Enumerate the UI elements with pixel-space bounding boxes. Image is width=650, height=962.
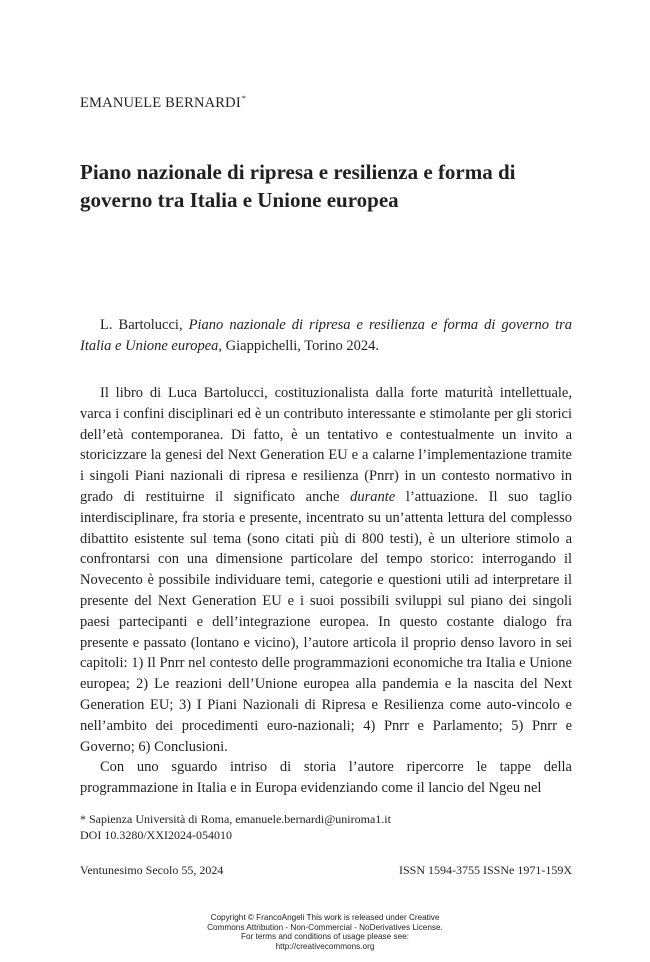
book-reference (80, 315, 572, 357)
author-name-text: EMANUELE BERNARDI (80, 95, 241, 111)
article-title: Piano nazionale di ripresa e resilienza e forma di governo tra Italia e Unione europea (80, 160, 516, 212)
body-paragraph-1-emphasis: durante (350, 488, 396, 505)
footer-issn: ISSN 1594-3755 ISSNe 1971-159X (398, 863, 572, 877)
author-name (80, 94, 246, 112)
body-paragraph-1 (80, 383, 572, 757)
footnote-doi: DOI 10.3280/XXI2024-054010 (80, 827, 232, 842)
reference-book-title: Piano nazionale di ripresa e resilienza e forma di governo tra Italia e Unione europea (80, 317, 572, 354)
license-line-4: http://creativecommons.org (275, 941, 375, 951)
license-notice (0, 913, 650, 951)
reference-author: L. Bartolucci, (100, 317, 189, 333)
footer-journal: Ventunesimo Secolo 55, 2024 (80, 863, 224, 877)
body-paragraph-2: Con uno sguardo intriso di storia l’autore ripercorre le tappe della programmazione in Italia e in Europa evidenziando come il lancio del Ngeu nel (80, 759, 572, 797)
license-line-3: For terms and conditions of usage please see: (241, 932, 409, 942)
footnote (80, 812, 572, 843)
footnote-affiliation: * Sapienza Università di Roma, emanuele.bernardi@uniroma1.it (80, 812, 391, 826)
license-line-1: Copyright © FrancoAngeli This work is released under Creative (210, 913, 440, 922)
article-body (80, 383, 572, 799)
reference-publisher: , Giappichelli, Torino 2024. (218, 338, 380, 354)
license-line-2: Commons Attribution - Non-Commercial - NoDerivatives License. (207, 922, 443, 932)
author-footnote-mark: * (241, 94, 247, 103)
body-paragraph-1-part-a: Il libro di Luca Bartolucci, costituzionalista dalla forte maturità intellettuale, varca i confini disciplinari ed è un contributo interessante e stimolante per gli storici dell’età contemporanea. Di fatto, è un tentativo e contestualmente un invito a storicizzare la genesi del Next Generation EU e a calarne l’implementazione tramite i singoli Piani nazionali di ripresa e resilienza (Pnrr) in un contesto normativo in grado di restituirne il significato anche (80, 385, 572, 505)
body-paragraph-1-part-b: l’attuazione. Il suo taglio interdisciplinare, fra storia e presente, incentrato su un’attenta lettura del complesso dibattito esistente sul tema (sono citati più di 800 testi), è un ulteriore stimolo a confrontarsi con una dimensione particolare del tempo storico: interrogando il Novecento è possibile individuare temi, categorie e questioni utili ad interpretare il presente del Next Generation EU e i suoi possibili sviluppi sul piano dei singoli paesi partecipanti e dell’integrazione europea. In questo costante dialogo fra presente e passato (lontano e vicino), l’autore articola il proprio denso lavoro in sei capitoli: 1) Il Pnrr nel contesto delle programmazioni economiche tra Italia e Unione europea; 2) Le reazioni dell’Unione europea alla pandemia e la nascita del Next Generation EU; 3) I Piani Nazionali di Ripresa e Resilienza come auto-vincolo e nell’ambito dei procedimenti euro-nazionali; 4) Pnrr e Parlamento; 5) Pnrr e Governo; 6) Conclusioni. (80, 488, 572, 755)
